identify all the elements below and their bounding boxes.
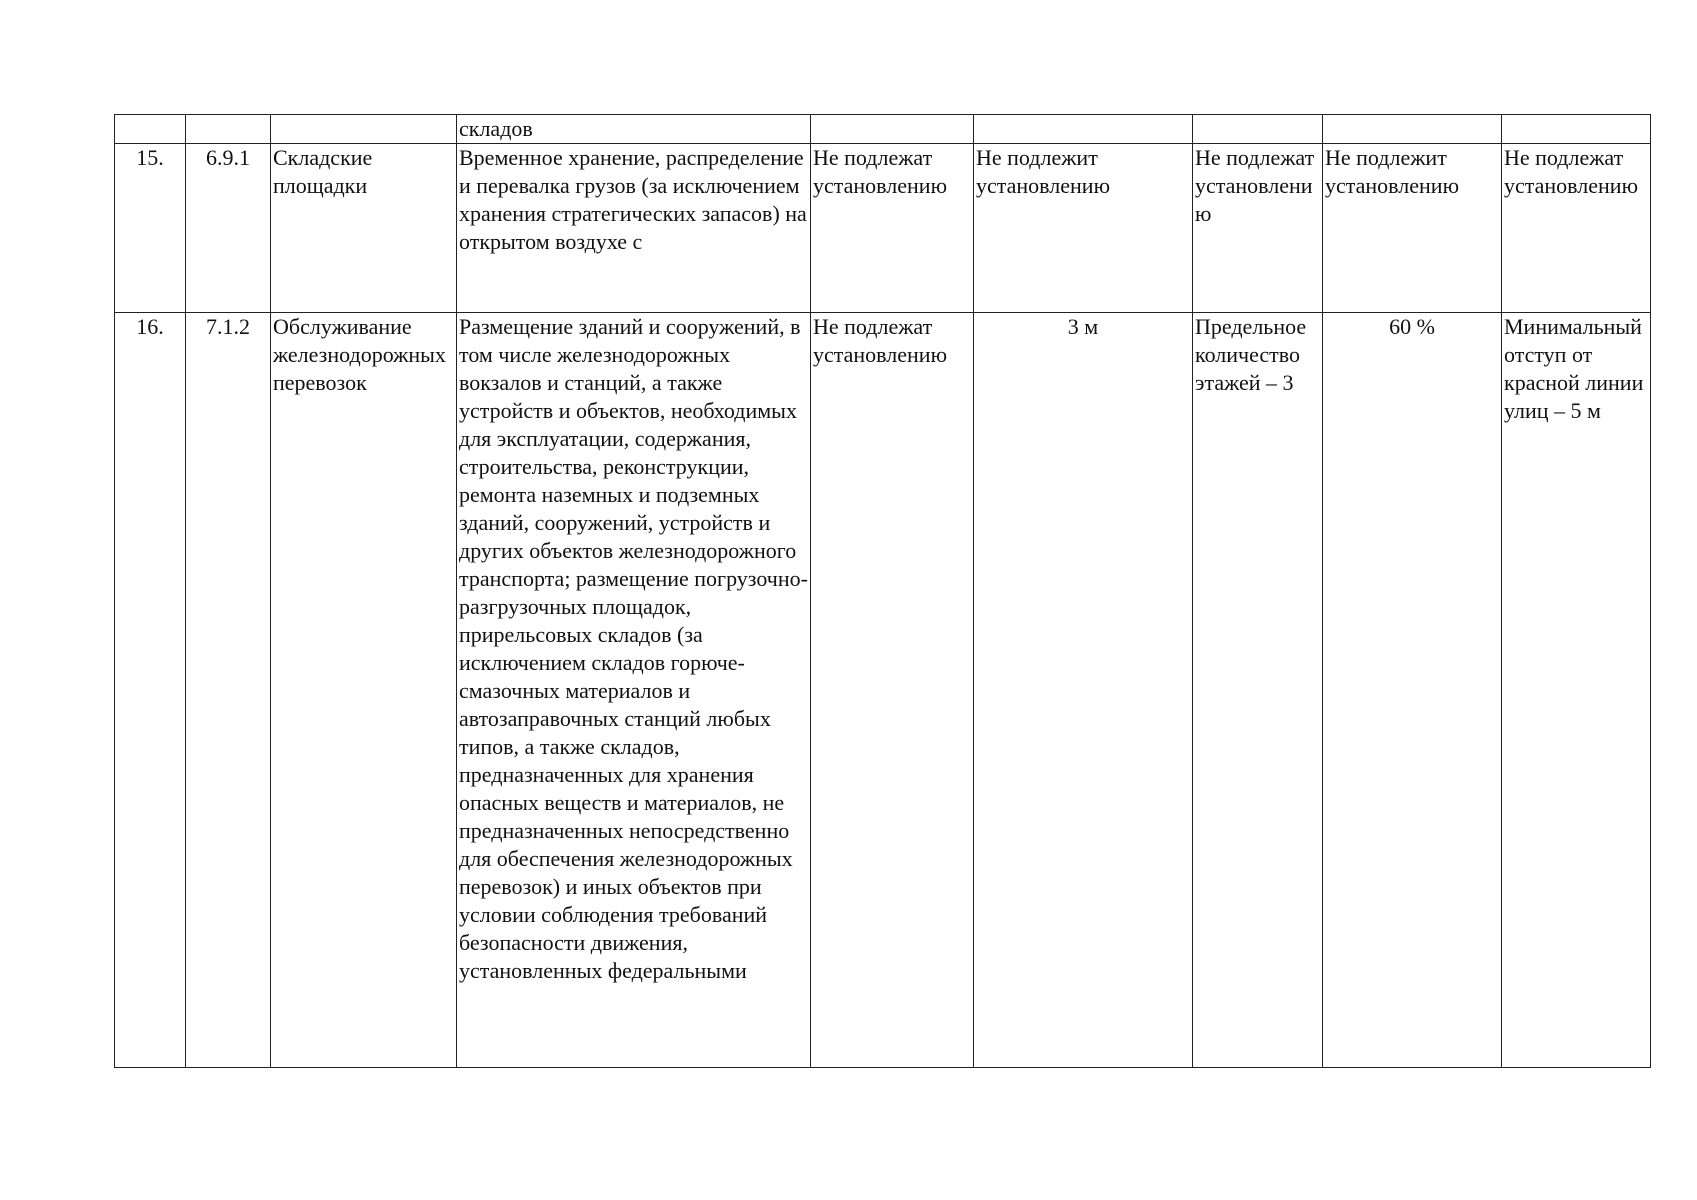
cell-code (186, 313, 271, 1068)
row-col5: Не подлежат установлению (813, 314, 948, 367)
row-number: 16. (136, 314, 164, 339)
cell-num (115, 115, 186, 144)
cell-col5 (811, 144, 974, 313)
cell-col5 (811, 115, 974, 144)
cell-name (271, 313, 457, 1068)
row-name: Складские площадки (273, 145, 373, 198)
cell-col9 (1502, 115, 1651, 144)
row-name: Обслуживание железнодорожных перевозок (273, 314, 446, 395)
row-col7: Предельное количество этажей – 3 (1195, 314, 1307, 395)
row-col5: Не подлежат установлению (813, 145, 948, 198)
cell-col5 (811, 313, 974, 1068)
table-row (115, 144, 1651, 313)
cell-col7 (1193, 144, 1323, 313)
cell-description (457, 115, 811, 144)
cell-num (115, 144, 186, 313)
description-text: складов (459, 116, 533, 141)
cell-col8 (1323, 115, 1502, 144)
row-col7: Не подлежат установлению (1195, 145, 1315, 226)
cell-name (271, 115, 457, 144)
cell-name (271, 144, 457, 313)
row-code: 7.1.2 (206, 314, 250, 339)
cell-description (457, 313, 811, 1068)
cell-col9 (1502, 313, 1651, 1068)
cell-col6 (974, 115, 1193, 144)
cell-col8 (1323, 144, 1502, 313)
table-row (115, 313, 1651, 1068)
cell-col7 (1193, 313, 1323, 1068)
row-col8: 60 % (1389, 314, 1435, 339)
row-description: Размещение зданий и сооружений, в том числе железнодорожных вокзалов и станций, а также устройств и объектов, необходимых для эксплуатации, содержания, строительства, реконструкции, ремонта наземных и подземных зданий, сооружений, устройств и других объектов железнодорожного транспорта; размещение погрузочно-разгрузочных площадок, прирельсовых складов (за исключением складов горюче-смазочных материалов и автозаправочных станций любых типов, а также складов, предназначенных для хранения опасных веществ и материалов, не предназначенных непосредственно для обеспечения железнодорожных перевозок) и иных объектов при условии соблюдения требований безопасности движения, установленных федеральными (459, 314, 808, 983)
row-col8: Не подлежит установлению (1325, 145, 1460, 198)
row-col6: Не подлежит установлению (976, 145, 1111, 198)
cell-description (457, 144, 811, 313)
cell-col6 (974, 313, 1193, 1068)
row-col9: Минимальный отступ от красной линии улиц – 5 м (1504, 314, 1644, 423)
cell-col9 (1502, 144, 1651, 313)
cell-code (186, 144, 271, 313)
cell-col7 (1193, 115, 1323, 144)
row-description: Временное хранение, распределение и перевалка грузов (за исключением хранения стратегических запасов) на открытом воздухе с (459, 145, 807, 254)
row-col9: Не подлежат установлению (1504, 145, 1639, 198)
cell-col6 (974, 144, 1193, 313)
row-number: 15. (136, 145, 164, 170)
zoning-table (114, 114, 1651, 1068)
cell-code (186, 115, 271, 144)
row-col6: 3 м (1067, 314, 1099, 339)
table-row (115, 115, 1651, 144)
cell-col8 (1323, 313, 1502, 1068)
row-code: 6.9.1 (206, 145, 250, 170)
cell-num (115, 313, 186, 1068)
